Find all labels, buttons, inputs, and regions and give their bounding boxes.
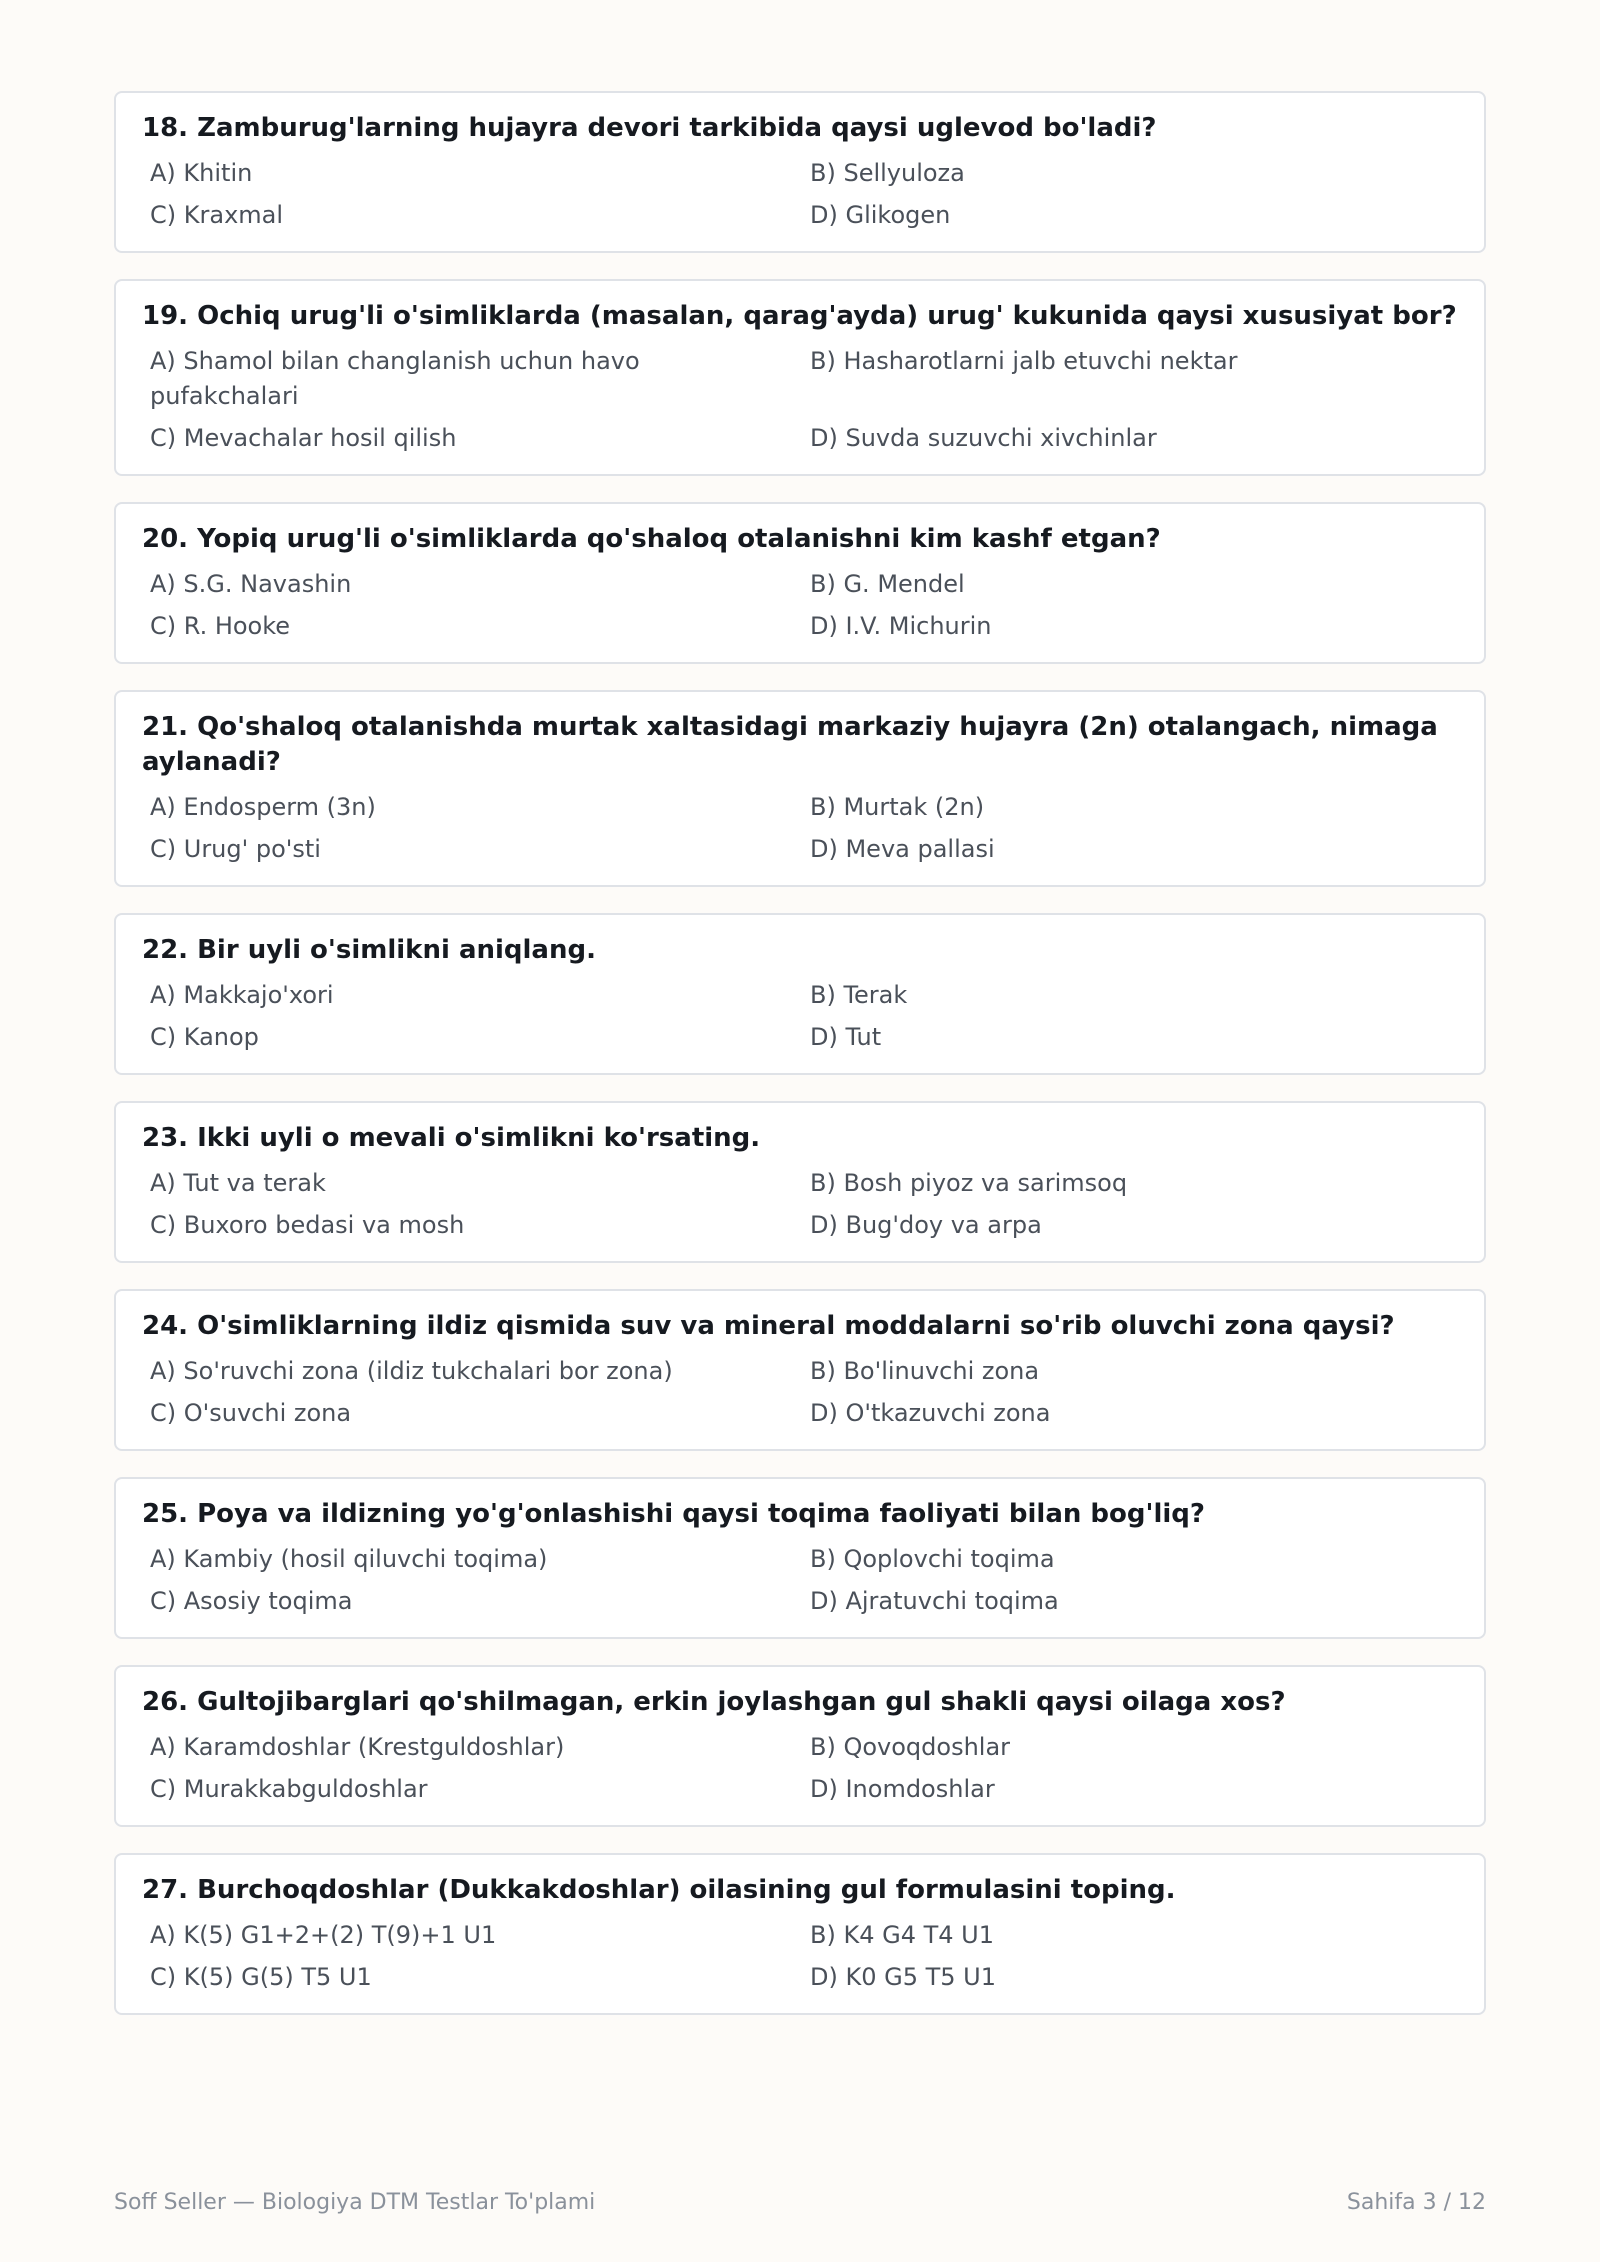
- question-title: 24. O'simliklarning ildiz qismida suv va mineral moddalarni so'rib oluvchi zona qaysi?: [142, 1311, 1395, 1341]
- option-a: A) Endosperm (3n): [150, 793, 376, 821]
- option-b: B) Terak: [810, 981, 908, 1009]
- option-b: B) K4 G4 T4 U1: [810, 1921, 994, 1949]
- answer-options: [142, 978, 1458, 1055]
- option-b: B) Bosh piyoz va sarimsoq: [810, 1169, 1128, 1197]
- answer-options: [142, 567, 1458, 644]
- option-c: C) O'suvchi zona: [150, 1399, 352, 1427]
- option-d: D) Inomdoshlar: [810, 1775, 995, 1803]
- question-card: [114, 1665, 1486, 1827]
- question-card: [114, 1477, 1486, 1639]
- question-title: 21. Qo'shaloq otalanishda murtak xaltasidagi markaziy hujayra (2n) otalangach, nimaga aylanadi?: [142, 712, 1438, 777]
- option-a: A) Shamol bilan changlanish uchun havo pufakchalari: [150, 347, 640, 410]
- question-list: [114, 91, 1486, 2041]
- option-a: A) So'ruvchi zona (ildiz tukchalari bor zona): [150, 1357, 673, 1385]
- option-c: C) K(5) G(5) T5 U1: [150, 1963, 372, 1991]
- option-d: D) Ajratuvchi toqima: [810, 1587, 1059, 1615]
- option-a: A) Makkajo'xori: [150, 981, 334, 1009]
- option-a: A) Khitin: [150, 159, 253, 187]
- question-title: 19. Ochiq urug'li o'simliklarda (masalan, qarag'ayda) urug' kukunida qaysi xususiyat bor?: [142, 301, 1457, 331]
- answer-options: [142, 1542, 1458, 1619]
- option-d: D) K0 G5 T5 U1: [810, 1963, 996, 1991]
- option-b: B) Sellyuloza: [810, 159, 965, 187]
- question-title: 25. Poya va ildizning yo'g'onlashishi qaysi toqima faoliyati bilan bog'liq?: [142, 1499, 1205, 1529]
- option-b: B) Hasharotlarni jalb etuvchi nektar: [810, 347, 1238, 375]
- option-c: C) Kanop: [150, 1023, 259, 1051]
- answer-options: [142, 1918, 1458, 1995]
- option-b: B) Bo'linuvchi zona: [810, 1357, 1040, 1385]
- option-a: A) S.G. Navashin: [150, 570, 352, 598]
- question-title: 22. Bir uyli o'simlikni aniqlang.: [142, 935, 596, 965]
- option-c: C) Murakkabguldoshlar: [150, 1775, 428, 1803]
- option-b: B) Murtak (2n): [810, 793, 985, 821]
- answer-options: [142, 156, 1458, 233]
- question-card: [114, 1853, 1486, 2015]
- option-c: C) R. Hooke: [150, 612, 291, 640]
- question-card: [114, 1101, 1486, 1263]
- option-b: B) G. Mendel: [810, 570, 965, 598]
- question-title: 18. Zamburug'larning hujayra devori tarkibida qaysi uglevod bo'ladi?: [142, 113, 1157, 143]
- question-card: [114, 502, 1486, 664]
- option-c: C) Buxoro bedasi va mosh: [150, 1211, 465, 1239]
- answer-options: [142, 1354, 1458, 1431]
- option-a: A) K(5) G1+2+(2) T(9)+1 U1: [150, 1921, 497, 1949]
- option-d: D) Meva pallasi: [810, 835, 995, 863]
- option-a: A) Kambiy (hosil qiluvchi toqima): [150, 1545, 548, 1573]
- page-number: Sahifa 3 / 12: [1346, 2190, 1486, 2215]
- question-title: 27. Burchoqdoshlar (Dukkakdoshlar) oilasining gul formulasini toping.: [142, 1875, 1176, 1905]
- page-footer: [114, 2190, 1486, 2215]
- option-a: A) Karamdoshlar (Krestguldoshlar): [150, 1733, 565, 1761]
- option-c: C) Mevachalar hosil qilish: [150, 424, 457, 452]
- option-b: B) Qoplovchi toqima: [810, 1545, 1055, 1573]
- option-d: D) Suvda suzuvchi xivchinlar: [810, 424, 1157, 452]
- option-c: C) Kraxmal: [150, 201, 284, 229]
- question-card: [114, 690, 1486, 887]
- footer-title: Soff Seller — Biologiya DTM Testlar To'plami: [114, 2190, 596, 2215]
- answer-options: [142, 344, 1458, 456]
- option-d: D) Glikogen: [810, 201, 951, 229]
- option-c: C) Urug' po'sti: [150, 835, 321, 863]
- answer-options: [142, 790, 1458, 867]
- question-title: 26. Gultojibarglari qo'shilmagan, erkin joylashgan gul shakli qaysi oilaga xos?: [142, 1687, 1286, 1717]
- option-b: B) Qovoqdoshlar: [810, 1733, 1011, 1761]
- answer-options: [142, 1166, 1458, 1243]
- question-title: 20. Yopiq urug'li o'simliklarda qo'shaloq otalanishni kim kashf etgan?: [142, 524, 1161, 554]
- option-d: D) I.V. Michurin: [810, 612, 992, 640]
- question-card: [114, 913, 1486, 1075]
- answer-options: [142, 1730, 1458, 1807]
- option-d: D) Tut: [810, 1023, 882, 1051]
- option-d: D) Bug'doy va arpa: [810, 1211, 1042, 1239]
- question-title: 23. Ikki uyli o mevali o'simlikni ko'rsating.: [142, 1123, 761, 1153]
- option-d: D) O'tkazuvchi zona: [810, 1399, 1051, 1427]
- question-card: [114, 279, 1486, 476]
- question-card: [114, 1289, 1486, 1451]
- option-a: A) Tut va terak: [150, 1169, 326, 1197]
- question-card: [114, 91, 1486, 253]
- option-c: C) Asosiy toqima: [150, 1587, 353, 1615]
